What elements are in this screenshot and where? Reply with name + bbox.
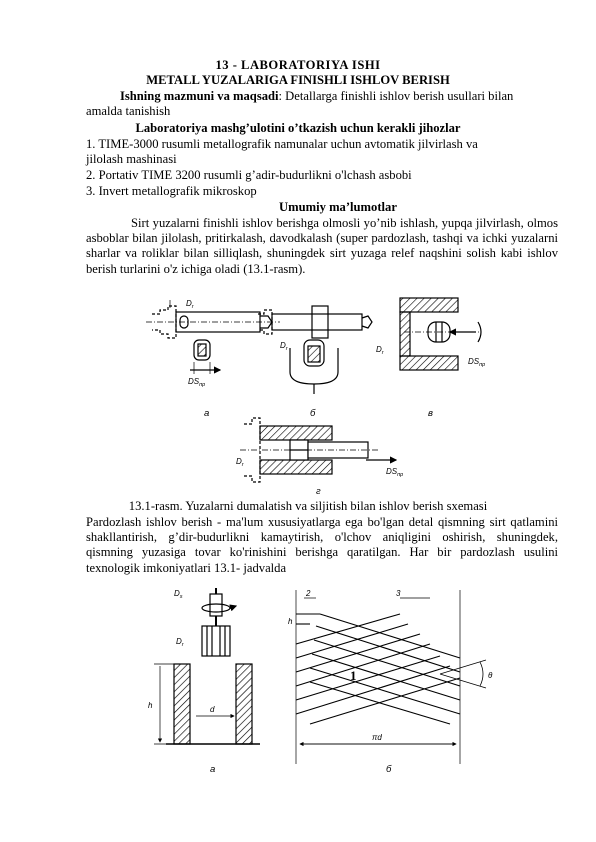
equipment-item-1: 1. TIME-3000 rusumli metallografik namunalar uchun avtomatik jilvirlash va (86, 137, 478, 151)
fig1-a-dr-label: $D_r$ (186, 299, 194, 310)
purpose-text: : Detallarga finishli ishlov berish usullari bilan (278, 89, 514, 103)
scheme-b (258, 306, 372, 394)
figure-honing-schemes (140, 584, 510, 774)
fig2-theta-label: θ (488, 671, 493, 680)
fig2-a-h-label: h (148, 701, 153, 710)
fig2-dr-label: $D_r$ (176, 637, 184, 648)
general-heading: Umumiy ma’lumotlar (279, 200, 397, 214)
fig1-caption-v: в (428, 408, 433, 419)
equipment-heading: Laboratoriya mashg’ulotini o’tkazish uchun kerakli jihozlar (135, 121, 461, 135)
honing-scheme-a (154, 588, 260, 744)
purpose-text-cont: amalda tanishish (86, 104, 171, 118)
fig1-caption-a: а (204, 408, 210, 419)
fig2-ds-label: $D_s$ (174, 589, 183, 600)
fig2-pid-label: πd (372, 733, 382, 742)
fig1-g-dr-label: $D_r$ (236, 457, 244, 468)
figure-rolling-schemes (140, 292, 500, 497)
fig2-d-label: d (210, 705, 215, 714)
general-paragraph: Sirt yuzalarni finishli ishlov berishga olmosli yo’nib ishlash, yupqa jilvirlash, olmos asboblar bilan jilolash, pritirkalash, davodkalash (super pardozlash, tashqi va ichki yuzalarni sharlar va roliklar bilan silliqlash, shuningdek sirt yuzaga relef naqshini solish kabi ishlov berish turlarini o'z ichiga oladi (13.1-rasm). (86, 216, 558, 276)
lab-number: 13 - LABORATORIYA ISHI (215, 58, 381, 72)
equipment-item-2: 2. Portativ TIME 3200 rusumli g’adir-budurlikni o'lchash asbobi (86, 168, 412, 182)
fig2-caption-b: б (386, 764, 392, 775)
purpose-line (120, 89, 513, 104)
fig2-label-3: 3 (396, 589, 401, 598)
fig1-b-dr-label: $D_r$ (280, 341, 288, 352)
scheme-g (240, 418, 396, 482)
fig2-label-1: 1 (350, 668, 357, 683)
equipment-item-1-cont: jilolash mashinasi (86, 152, 177, 166)
fig1-a-ds-label: $DS_{пр}$ (188, 377, 206, 388)
fig2-label-2: 2 (306, 589, 311, 598)
finishing-paragraph: Pardozlash ishlov berish - ma'lum xususiyatlarga ega bo'lgan detal qismning sirt qatlamini shakllantirish, g’dir-budurlikni kamaytirish, o'lchov aniqligini oshirish, shuningdek, qismning yuzasiga tovar ko'rinishini berishga qaratilgan. Har bir pardozlash usulini texnologik imkoniyatlari 13.1- jadvalda (86, 515, 558, 575)
fig1-caption-g: г (316, 486, 321, 497)
fig1-caption-b: б (310, 408, 316, 419)
equipment-item-3: 3. Invert metallografik mikroskop (86, 184, 257, 198)
fig1-v-ds-label: $DS_{пр}$ (468, 357, 486, 368)
fig2-caption-a: а (210, 764, 216, 775)
fig2-b-h-label: h (288, 617, 293, 626)
lab-title: METALL YUZALARIGA FINISHLI ISHLOV BERISH (146, 73, 450, 87)
figure1-caption: 13.1-rasm. Yuzalarni dumalatish va siljitish bilan ishlov berish sxemasi (128, 499, 488, 513)
fig1-v-dr-label: $D_r$ (376, 345, 384, 356)
honing-scheme-b (296, 590, 486, 764)
scheme-a (146, 300, 280, 374)
purpose-label: Ishning mazmuni va maqsadi (120, 89, 279, 103)
fig1-g-ds-label: $DS_{пр}$ (386, 467, 404, 478)
